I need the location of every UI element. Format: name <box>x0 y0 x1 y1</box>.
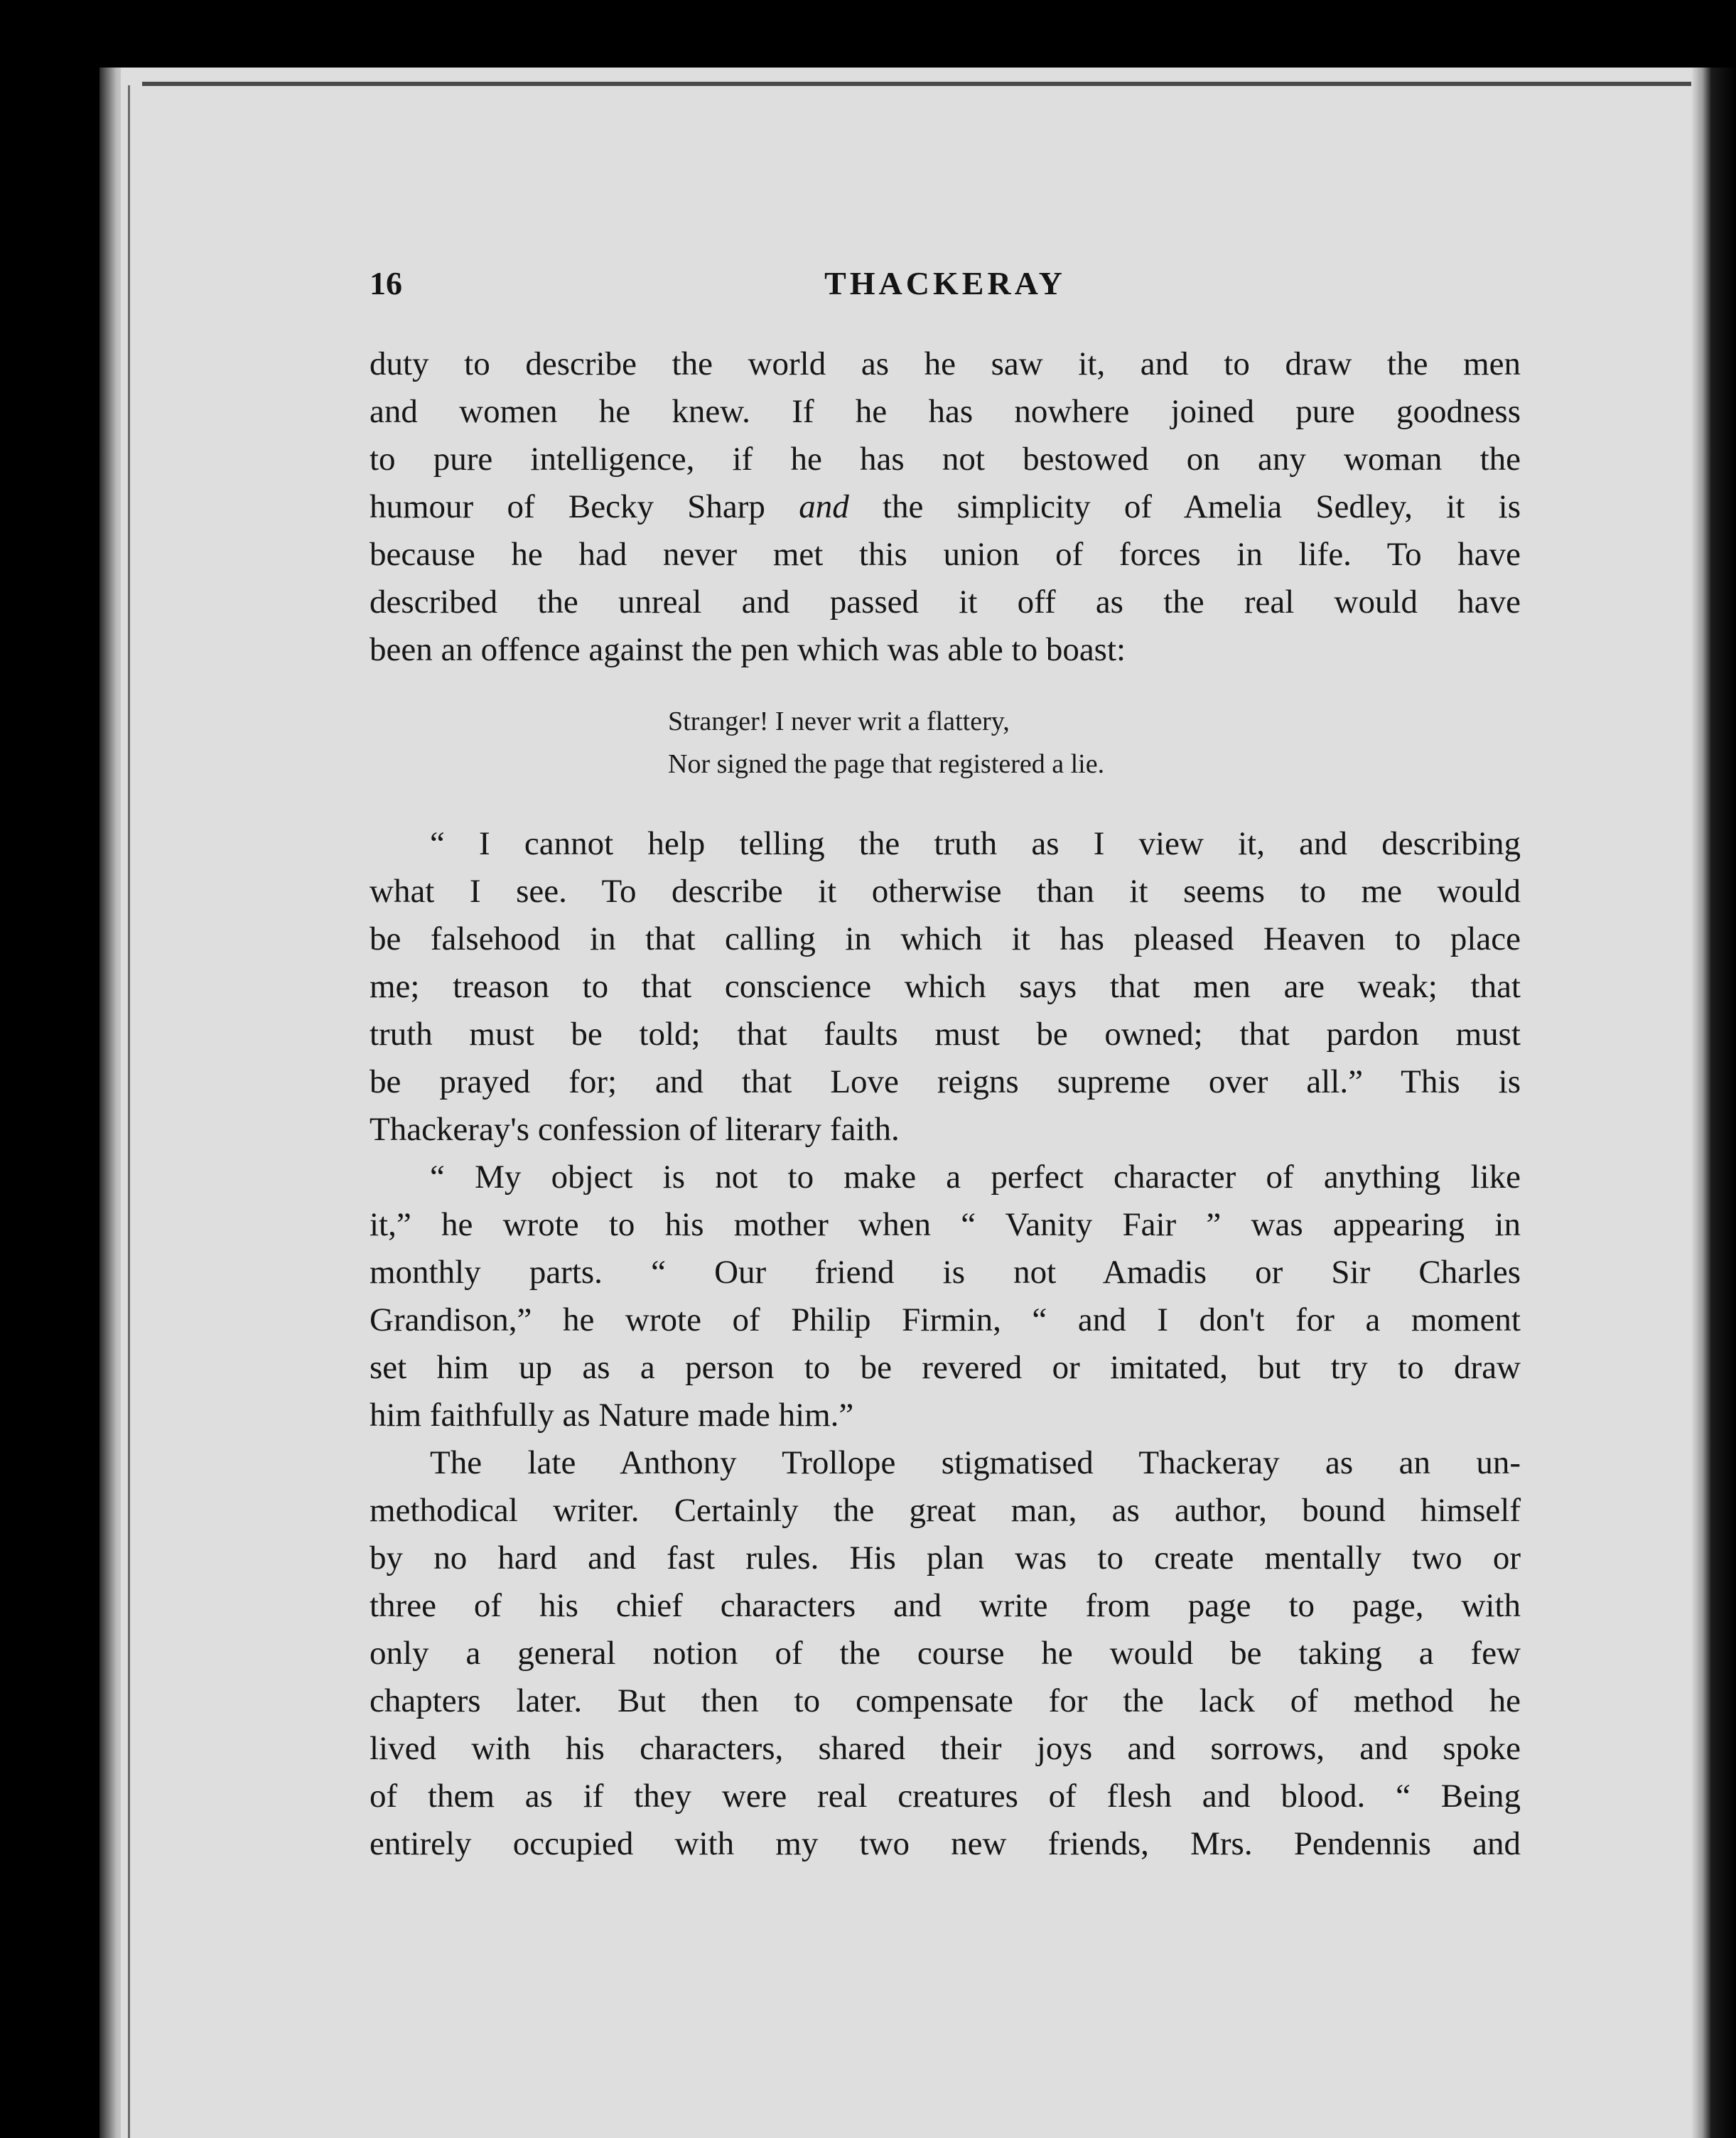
text-line: methodical writer. Certainly the great man, as author, bound himself <box>370 1492 1521 1529</box>
text-line: to pure intelligence, if he has not bestowed on any woman the <box>370 441 1521 478</box>
text-segment: humour of Becky Sharp <box>370 488 799 525</box>
text-line <box>370 485 1521 528</box>
text-line: it,” he wrote to his mother when “ Vanity Fair ” was appearing in <box>370 1206 1521 1243</box>
italic-word: and <box>799 488 849 525</box>
text-line: three of his chief characters and write from page to page, with <box>370 1587 1521 1624</box>
verse-line: Stranger! I never writ a flattery, <box>668 707 1010 736</box>
text-line: only a general notion of the course he would be taking a few <box>370 1635 1521 1672</box>
text-line: entirely occupied with my two new friends, Mrs. Pendennis and <box>370 1825 1521 1862</box>
text-line: be falsehood in that calling in which it has pleased Heaven to place <box>370 920 1521 957</box>
page-top-edge <box>142 82 1691 86</box>
text-line: me; treason to that conscience which says that men are weak; that <box>370 968 1521 1005</box>
text-line: chapters later. But then to compensate for the lack of method he <box>370 1682 1521 1719</box>
text-line: of them as if they were real creatures of flesh and blood. “ Being <box>370 1778 1521 1815</box>
page-right-edge <box>1691 68 1736 2138</box>
text-line: what I see. To describe it otherwise than it seems to me would <box>370 873 1521 910</box>
text-line: duty to describe the world as he saw it, and to draw the men <box>370 345 1521 382</box>
text-line: by no hard and fast rules. His plan was to create mentally two or <box>370 1540 1521 1576</box>
running-head <box>370 264 1521 307</box>
text-line: lived with his characters, shared their joys and sorrows, and spoke <box>370 1730 1521 1767</box>
text-line: “ My object is not to make a perfect character of anything like <box>430 1159 1521 1196</box>
running-title: THACKERAY <box>824 265 1066 301</box>
page-number: 16 <box>370 265 402 301</box>
text-line: because he had never met this union of forces in life. To have <box>370 536 1521 573</box>
text-line: him faithfully as Nature made him.” <box>370 1397 854 1434</box>
text-line: and women he knew. If he has nowhere joined pure goodness <box>370 393 1521 430</box>
gutter-line <box>128 85 130 2138</box>
text-segment: the simplicity of Amelia Sedley, it is <box>848 488 1521 525</box>
text-line: Thackeray's confession of literary faith. <box>370 1111 900 1148</box>
text-line: The late Anthony Trollope stigmatised Thackeray as an un- <box>430 1444 1521 1481</box>
text-line: been an offence against the pen which was able to boast: <box>370 631 1126 668</box>
text-line: be prayed for; and that Love reigns supreme over all.” This is <box>370 1063 1521 1100</box>
text-line: Grandison,” he wrote of Philip Firmin, “ and I don't for a moment <box>370 1301 1521 1338</box>
text-line: described the unreal and passed it off as the real would have <box>370 584 1521 621</box>
verse-line: Nor signed the page that registered a lie. <box>668 749 1105 779</box>
text-line: monthly parts. “ Our friend is not Amadis or Sir Charles <box>370 1254 1521 1291</box>
text-line: “ I cannot help telling the truth as I view it, and describing <box>430 825 1521 862</box>
text-line: set him up as a person to be revered or imitated, but try to draw <box>370 1349 1521 1386</box>
text-line: truth must be told; that faults must be owned; that pardon must <box>370 1016 1521 1053</box>
